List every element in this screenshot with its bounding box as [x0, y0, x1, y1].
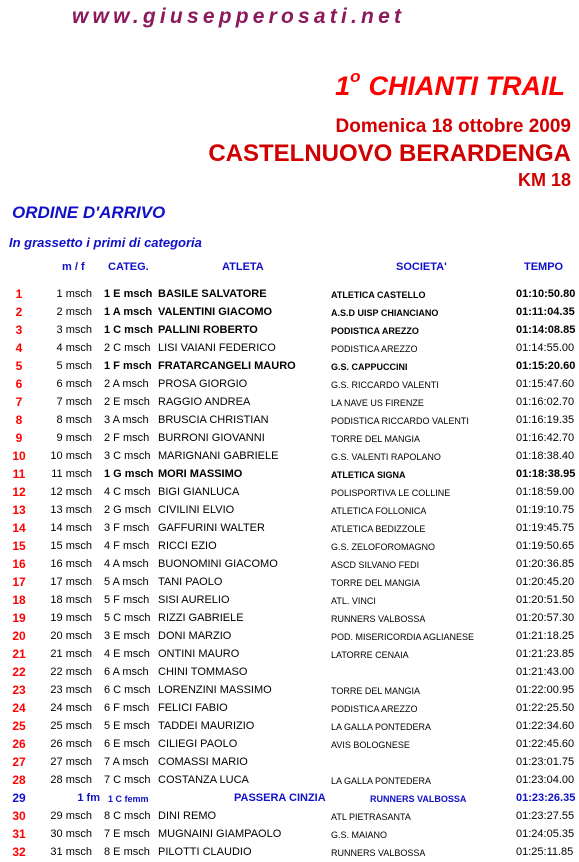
position-cell: 28	[12, 773, 26, 787]
gender-rank-cell: 8 msch	[56, 414, 92, 426]
race-number: 1	[335, 71, 351, 101]
athlete-cell: RAGGIO ANDREA	[158, 396, 251, 408]
category-cell: 6 A msch	[104, 666, 149, 678]
category-cell: 7 A msch	[104, 756, 149, 768]
society-cell: ATL. VINCI	[331, 596, 376, 606]
col-time-header: TEMPO	[524, 261, 564, 273]
athlete-cell: BUONOMINI GIACOMO	[158, 558, 278, 570]
race-date: Domenica 18 ottobre 2009	[335, 116, 571, 137]
athlete-cell: SISI AURELIO	[158, 594, 230, 606]
category-cell: 4 C msch	[104, 486, 151, 498]
position-cell: 4	[15, 341, 23, 355]
gender-rank-cell: 28 msch	[50, 774, 92, 786]
position-cell: 18	[12, 593, 26, 607]
athlete-cell: ONTINI MAURO	[158, 648, 240, 660]
society-cell: LA GALLA PONTEDERA	[331, 722, 432, 732]
position-cell: 13	[12, 503, 26, 517]
society-cell: TORRE DEL MANGIA	[331, 578, 421, 588]
time-cell: 01:18:38.40	[516, 450, 575, 462]
athlete-cell: COMASSI MARIO	[158, 756, 248, 768]
col-mf-header: m / f	[62, 261, 85, 273]
table-row	[0, 340, 579, 358]
time-cell: 01:11:04.35	[516, 306, 575, 318]
athlete-cell: PALLINI ROBERTO	[158, 324, 258, 336]
gender-rank-cell: 4 msch	[56, 342, 92, 354]
category-cell: 2 F msch	[104, 432, 150, 444]
table-header	[0, 261, 579, 275]
time-cell: 01:25:11.85	[516, 846, 574, 858]
category-cell: 8 E msch	[104, 846, 150, 858]
athlete-cell: PILOTTI CLAUDIO	[158, 846, 252, 858]
table-row	[0, 304, 579, 322]
society-cell: ASCD SILVANO FEDI	[331, 560, 420, 570]
race-title	[335, 67, 565, 102]
society-cell: ATLETICA CASTELLO	[331, 290, 426, 300]
gender-rank-cell: 20 msch	[50, 630, 92, 642]
society-cell: ATLETICA BEDIZZOLE	[331, 524, 426, 534]
gender-rank-cell: 3 msch	[56, 324, 92, 336]
gender-rank-cell: 26 msch	[50, 738, 92, 750]
time-cell: 01:22:45.60	[516, 738, 575, 750]
gender-rank-cell: 16 msch	[50, 558, 92, 570]
category-cell: 4 A msch	[104, 558, 149, 570]
category-cell: 6 E msch	[104, 738, 150, 750]
category-cell: 5 E msch	[104, 720, 150, 732]
athlete-cell: FRATARCANGELI MAURO	[158, 360, 296, 372]
society-cell: ATL PIETRASANTA	[331, 812, 411, 822]
category-cell: 2 C msch	[104, 342, 151, 354]
category-cell: 2 A msch	[104, 378, 149, 390]
race-name: CHIANTI TRAIL	[368, 71, 565, 101]
athlete-cell: CILIEGI PAOLO	[158, 738, 238, 750]
gender-rank-cell: 29 msch	[50, 810, 92, 822]
gender-rank-cell: 5 msch	[56, 360, 92, 372]
society-cell: G.S. MAIANO	[331, 830, 388, 840]
category-cell: 8 C msch	[104, 810, 151, 822]
athlete-cell: TANI PAOLO	[158, 576, 223, 588]
athlete-cell: MARIGNANI GABRIELE	[158, 450, 279, 462]
society-cell: RUNNERS VALBOSSA	[331, 614, 426, 624]
site-url[interactable]: www.giusepperosati.net	[72, 5, 406, 28]
society-cell: RUNNERS VALBOSSA	[331, 848, 426, 858]
col-society-header: SOCIETA'	[396, 261, 447, 273]
time-cell: 01:23:01.75	[516, 756, 575, 768]
position-cell: 10	[12, 449, 26, 463]
position-cell: 26	[12, 737, 26, 751]
table-row	[0, 430, 579, 448]
category-cell: 6 C msch	[104, 684, 151, 696]
category-cell: 1 C femm	[108, 794, 149, 804]
position-cell: 8	[15, 413, 23, 427]
society-cell: G.S. ZELOFOROMAGNO	[331, 542, 436, 552]
gender-rank-cell: 14 msch	[50, 522, 92, 534]
table-row	[0, 646, 579, 664]
position-cell: 20	[12, 629, 26, 643]
time-cell: 01:14:08.85	[516, 324, 576, 336]
athlete-cell: BIGI GIANLUCA	[158, 486, 240, 498]
position-cell: 6	[15, 377, 23, 391]
race-distance: KM 18	[517, 170, 571, 190]
gender-rank-cell: 2 msch	[56, 306, 92, 318]
time-cell: 01:20:57.30	[516, 612, 575, 624]
position-cell: 16	[12, 557, 26, 571]
category-cell: 2 G msch	[104, 504, 152, 516]
time-cell: 01:16:19.35	[516, 414, 575, 426]
table-row	[0, 520, 579, 538]
category-cell: 1 C msch	[104, 324, 153, 336]
table-row	[0, 700, 579, 718]
time-cell: 01:22:25.50	[516, 702, 575, 714]
athlete-cell: MUGNAINI GIAMPAOLO	[158, 828, 282, 840]
athlete-cell: CIVILINI ELVIO	[158, 504, 235, 516]
society-cell: POD. MISERICORDIA AGLIANESE	[331, 632, 475, 642]
table-row	[0, 538, 579, 556]
society-cell: G.S. RICCARDO VALENTI	[331, 380, 439, 390]
position-cell: 12	[12, 485, 26, 499]
table-row	[0, 556, 579, 574]
society-cell: ATLETICA SIGNA	[331, 470, 406, 480]
athlete-cell: LORENZINI MASSIMO	[158, 684, 272, 696]
race-ordinal: o	[350, 67, 361, 86]
table-row	[0, 754, 579, 772]
results-table	[0, 286, 579, 862]
athlete-cell: VALENTINI GIACOMO	[158, 306, 273, 318]
position-cell: 27	[12, 755, 26, 769]
category-cell: 7 C msch	[104, 774, 151, 786]
society-cell: POLISPORTIVA LE COLLINE	[331, 488, 451, 498]
gender-rank-cell: 30 msch	[50, 828, 92, 840]
table-row	[0, 484, 579, 502]
society-cell: TORRE DEL MANGIA	[331, 434, 421, 444]
athlete-cell: TADDEI MAURIZIO	[158, 720, 255, 732]
time-cell: 01:20:36.85	[516, 558, 575, 570]
category-cell: 1 G msch	[104, 468, 154, 480]
athlete-cell: COSTANZA LUCA	[158, 774, 249, 786]
table-row	[0, 826, 579, 844]
position-cell: 3	[15, 323, 23, 337]
category-cell: 4 E msch	[104, 648, 150, 660]
athlete-cell: PROSA GIORGIO	[158, 378, 248, 390]
table-row	[0, 394, 579, 412]
category-cell: 5 A msch	[104, 576, 149, 588]
category-cell: 6 F msch	[104, 702, 150, 714]
gender-rank-cell: 17 msch	[50, 576, 92, 588]
gender-rank-cell: 6 msch	[56, 378, 92, 390]
position-cell: 1	[15, 287, 23, 301]
society-cell: ATLETICA FOLLONICA	[331, 506, 427, 516]
gender-rank-cell: 25 msch	[50, 720, 92, 732]
position-cell: 7	[15, 395, 23, 409]
gender-rank-cell: 18 msch	[50, 594, 92, 606]
gender-rank-cell: 21 msch	[50, 648, 92, 660]
athlete-cell: RICCI EZIO	[158, 540, 217, 552]
time-cell: 01:23:27.55	[516, 810, 575, 822]
race-place: CASTELNUOVO BERARDENGA	[208, 140, 571, 167]
time-cell: 01:22:34.60	[516, 720, 575, 732]
time-cell: 01:19:50.65	[516, 540, 575, 552]
gender-rank-cell: 11 msch	[51, 468, 92, 480]
athlete-cell: BURRONI GIOVANNI	[158, 432, 265, 444]
athlete-cell: GAFFURINI WALTER	[158, 522, 265, 534]
position-cell: 9	[15, 431, 23, 445]
table-row	[0, 412, 579, 430]
category-cell: 2 E msch	[104, 396, 150, 408]
category-cell: 3 C msch	[104, 450, 151, 462]
col-category-header: CATEG.	[108, 261, 149, 273]
position-cell: 23	[12, 683, 26, 697]
society-cell: PODISTICA AREZZO	[331, 326, 419, 336]
category-cell: 3 E msch	[104, 630, 150, 642]
time-cell: 01:21:18.25	[516, 630, 575, 642]
table-row	[0, 772, 579, 790]
position-cell: 17	[12, 575, 26, 589]
table-row	[0, 574, 579, 592]
table-row	[0, 286, 579, 304]
table-row	[0, 808, 579, 826]
time-cell: 01:22:00.95	[516, 684, 575, 696]
time-cell: 01:18:59.00	[516, 486, 575, 498]
society-cell: PODISTICA AREZZO	[331, 704, 418, 714]
time-cell: 01:15:47.60	[516, 378, 575, 390]
table-row	[0, 322, 579, 340]
time-cell: 01:24:05.35	[516, 828, 575, 840]
position-cell: 24	[12, 701, 26, 715]
athlete-cell: DINI REMO	[158, 810, 217, 822]
section-title: ORDINE D'ARRIVO	[12, 203, 166, 222]
category-cell: 1 F msch	[104, 360, 152, 372]
society-cell: PODISTICA RICCARDO VALENTI	[331, 416, 469, 426]
athlete-cell: PASSERA CINZIA	[234, 792, 326, 804]
gender-rank-cell: 1 msch	[56, 288, 92, 300]
category-cell: 5 C msch	[104, 612, 151, 624]
society-cell: PODISTICA AREZZO	[331, 344, 418, 354]
time-cell: 01:20:45.20	[516, 576, 575, 588]
position-cell: 31	[12, 827, 26, 841]
bold-note: In grassetto i primi di categoria	[9, 235, 202, 250]
table-row	[0, 502, 579, 520]
category-cell: 4 F msch	[104, 540, 150, 552]
society-cell: AVIS BOLOGNESE	[331, 740, 410, 750]
table-row	[0, 628, 579, 646]
society-cell: RUNNERS VALBOSSA	[370, 794, 467, 804]
table-row	[0, 718, 579, 736]
time-cell: 01:21:23.85	[516, 648, 575, 660]
table-row	[0, 790, 579, 808]
athlete-cell: BRUSCIA CHRISTIAN	[158, 414, 269, 426]
time-cell: 01:21:43.00	[516, 666, 575, 678]
time-cell: 01:23:26.35	[516, 792, 576, 804]
table-row	[0, 466, 579, 484]
category-cell: 1 E msch	[104, 288, 153, 300]
gender-rank-cell: 31 msch	[50, 846, 92, 858]
society-cell: LA NAVE US FIRENZE	[331, 398, 424, 408]
position-cell: 21	[12, 647, 26, 661]
table-row	[0, 682, 579, 700]
gender-rank-cell: 15 msch	[50, 540, 92, 552]
time-cell: 01:18:38.95	[516, 468, 576, 480]
position-cell: 14	[12, 521, 26, 535]
table-row	[0, 358, 579, 376]
gender-rank-cell: 10 msch	[50, 450, 92, 462]
society-cell: G.S. CAPPUCCINI	[331, 362, 408, 372]
position-cell: 25	[12, 719, 26, 733]
time-cell: 01:19:10.75	[516, 504, 575, 516]
gender-rank-cell: 13 msch	[50, 504, 92, 516]
position-cell: 22	[12, 665, 26, 679]
gender-rank-cell: 12 msch	[50, 486, 92, 498]
category-cell: 3 A msch	[104, 414, 149, 426]
category-cell: 7 E msch	[104, 828, 150, 840]
position-cell: 30	[12, 809, 26, 823]
time-cell: 01:19:45.75	[516, 522, 575, 534]
time-cell: 01:14:55.00	[516, 342, 575, 354]
table-row	[0, 844, 579, 862]
gender-rank-cell: 1 fm	[77, 792, 100, 804]
table-row	[0, 664, 579, 682]
time-cell: 01:16:42.70	[516, 432, 575, 444]
table-row	[0, 610, 579, 628]
category-cell: 5 F msch	[104, 594, 150, 606]
position-cell: 29	[12, 791, 26, 805]
position-cell: 19	[12, 611, 26, 625]
society-cell: TORRE DEL MANGIA	[331, 686, 421, 696]
gender-rank-cell: 23 msch	[50, 684, 92, 696]
gender-rank-cell: 22 msch	[50, 666, 92, 678]
athlete-cell: CHINI TOMMASO	[158, 666, 248, 678]
position-cell: 15	[12, 539, 26, 553]
table-row	[0, 736, 579, 754]
table-row	[0, 376, 579, 394]
time-cell: 01:16:02.70	[516, 396, 575, 408]
position-cell: 2	[15, 305, 23, 319]
athlete-cell: MORI MASSIMO	[158, 468, 243, 480]
gender-rank-cell: 7 msch	[56, 396, 92, 408]
time-cell: 01:15:20.60	[516, 360, 576, 372]
category-cell: 3 F msch	[104, 522, 150, 534]
athlete-cell: LISI VAIANI FEDERICO	[158, 342, 276, 354]
gender-rank-cell: 9 msch	[56, 432, 92, 444]
position-cell: 11	[12, 467, 26, 481]
position-cell: 32	[12, 845, 26, 859]
athlete-cell: DONI MARZIO	[158, 630, 232, 642]
time-cell: 01:10:50.80	[516, 288, 576, 300]
athlete-cell: RIZZI GABRIELE	[158, 612, 244, 624]
table-row	[0, 592, 579, 610]
gender-rank-cell: 19 msch	[50, 612, 92, 624]
table-row	[0, 448, 579, 466]
gender-rank-cell: 24 msch	[50, 702, 92, 714]
society-cell: G.S. VALENTI RAPOLANO	[331, 452, 441, 462]
athlete-cell: BASILE SALVATORE	[158, 288, 267, 300]
society-cell: LA GALLA PONTEDERA	[331, 776, 432, 786]
col-athlete-header: ATLETA	[222, 261, 264, 273]
athlete-cell: FELICI FABIO	[158, 702, 228, 714]
time-cell: 01:23:04.00	[516, 774, 575, 786]
category-cell: 1 A msch	[104, 306, 153, 318]
position-cell: 5	[15, 359, 23, 373]
society-cell: LATORRE CENAIA	[331, 650, 409, 660]
time-cell: 01:20:51.50	[516, 594, 575, 606]
society-cell: A.S.D UISP CHIANCIANO	[331, 308, 439, 318]
gender-rank-cell: 27 msch	[50, 756, 92, 768]
